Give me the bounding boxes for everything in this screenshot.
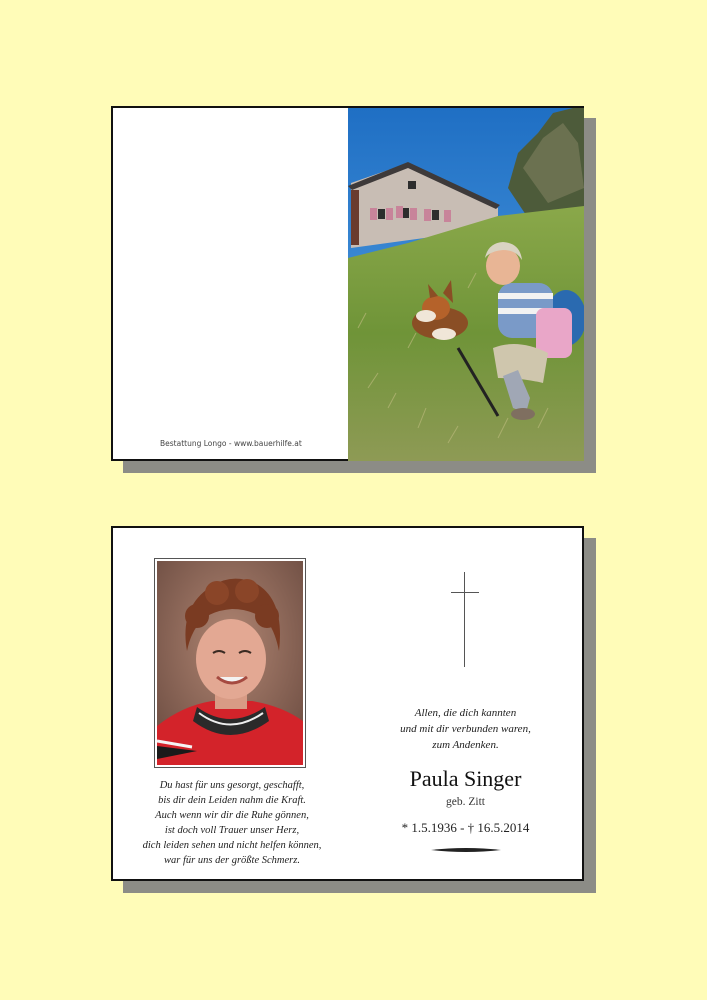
poem-line: war für uns der größte Schmerz. <box>164 855 300 866</box>
deceased-name: Paula Singer <box>409 766 522 791</box>
life-dates: * 1.5.1936 - † 16.5.2014 <box>401 820 530 835</box>
poem-line: Du hast für uns gesorgt, geschafft, <box>159 780 305 791</box>
portrait-photo <box>157 561 303 765</box>
remembrance-line: Allen, die dich kannten <box>414 707 517 719</box>
maiden-name: geb. Zitt <box>446 796 485 808</box>
front-card <box>111 106 584 461</box>
cross-vertical-bar <box>464 572 465 667</box>
remembrance-line: zum Andenken. <box>432 739 499 751</box>
remembrance-text <box>368 705 563 753</box>
poem-line: ist doch voll Trauer unser Herz, <box>164 825 300 836</box>
inside-card <box>111 526 584 881</box>
memorial-poem <box>121 778 343 868</box>
mountain-hut-photo <box>348 108 584 461</box>
poem-line: bis dir dein Leiden nahm die Kraft. <box>158 795 306 806</box>
remembrance-line: und mit dir verbunden waren, <box>400 723 531 735</box>
ornament-divider-icon <box>431 846 501 854</box>
funeral-home-footer: Bestattung Longo - www.bauerhilfe.at <box>160 439 302 448</box>
poem-line: dich leiden sehen und nicht helfen können, <box>142 840 322 851</box>
cross-horizontal-bar <box>451 592 479 593</box>
poem-line: Auch wenn wir dir die Ruhe gönnen, <box>155 810 309 821</box>
portrait-frame <box>154 558 306 768</box>
